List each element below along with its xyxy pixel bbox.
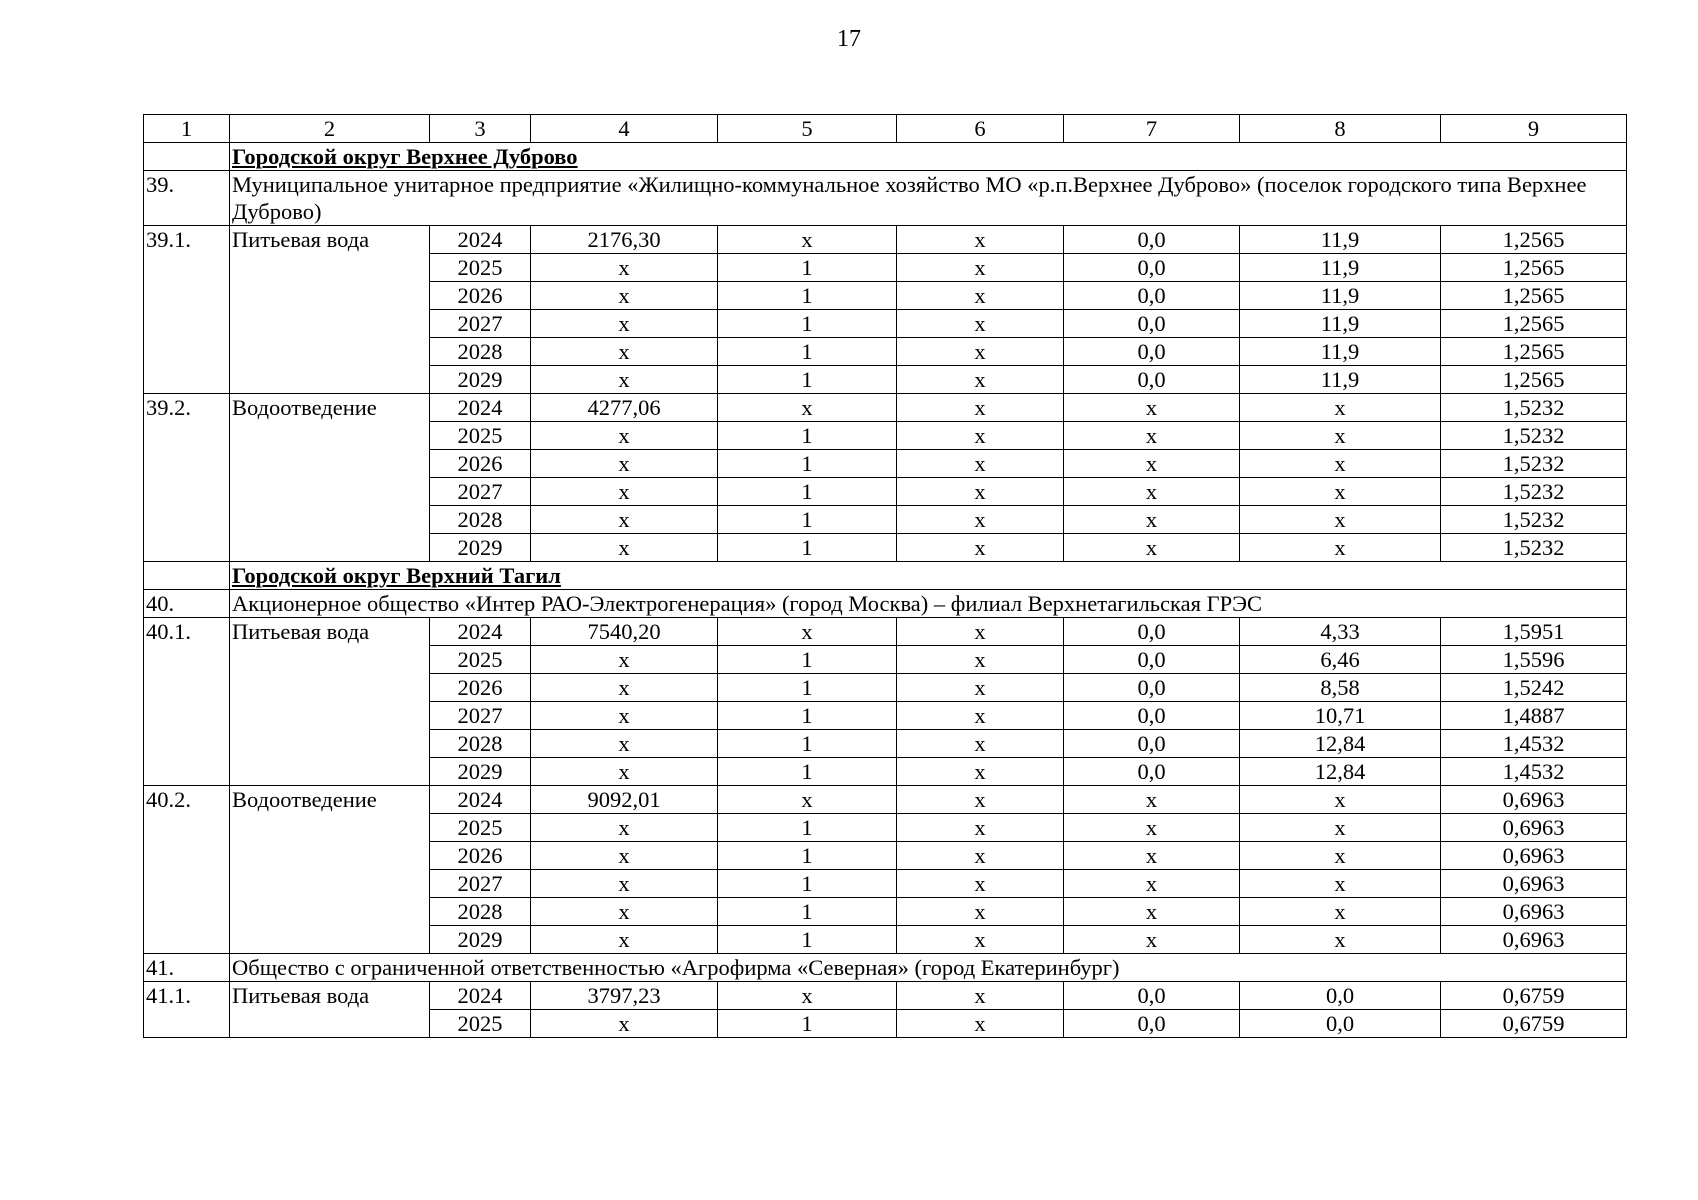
data-cell: 1,2565 <box>1441 226 1627 254</box>
table-row <box>144 618 1627 646</box>
data-cell: 0,0 <box>1064 366 1240 394</box>
data-cell: x <box>1240 422 1441 450</box>
data-cell: x <box>531 1010 718 1038</box>
data-cell: x <box>531 282 718 310</box>
data-cell: x <box>531 254 718 282</box>
organization-number: 40. <box>144 590 230 618</box>
district-number-cell <box>144 562 230 590</box>
data-cell: x <box>718 394 897 422</box>
column-header: 3 <box>430 115 531 143</box>
data-cell: x <box>531 450 718 478</box>
data-cell: x <box>531 702 718 730</box>
data-cell: 11,9 <box>1240 282 1441 310</box>
data-cell: 1,5596 <box>1441 646 1627 674</box>
column-header: 8 <box>1240 115 1441 143</box>
table-row <box>144 982 1627 1010</box>
table-body <box>144 115 1627 1038</box>
data-cell: 2029 <box>430 366 531 394</box>
data-cell: 1 <box>718 506 897 534</box>
organization-name: Муниципальное унитарное предприятие «Жилищно-коммунальное хозяйство МО «р.п.Верхнее Дуброво» (поселок городского типа Верхнее Дуброво) <box>230 171 1627 226</box>
data-cell: 1 <box>718 282 897 310</box>
data-cell: 1,2565 <box>1441 366 1627 394</box>
data-cell: x <box>897 254 1064 282</box>
data-cell: 2028 <box>430 338 531 366</box>
district-row <box>144 143 1627 171</box>
data-cell: 0,6963 <box>1441 898 1627 926</box>
data-cell: 2026 <box>430 674 531 702</box>
data-cell: 1,2565 <box>1441 282 1627 310</box>
data-cell: 3797,23 <box>531 982 718 1010</box>
data-cell: 1,4532 <box>1441 758 1627 786</box>
data-cell: 2028 <box>430 730 531 758</box>
data-cell: x <box>897 702 1064 730</box>
data-cell: x <box>531 534 718 562</box>
data-cell: 0,0 <box>1064 618 1240 646</box>
service-number: 39.1. <box>144 226 230 394</box>
data-cell: 2024 <box>430 226 531 254</box>
data-cell: x <box>1064 534 1240 562</box>
data-cell: 0,0 <box>1064 730 1240 758</box>
data-cell: 10,71 <box>1240 702 1441 730</box>
data-cell: 0,0 <box>1064 338 1240 366</box>
data-cell: 0,6759 <box>1441 982 1627 1010</box>
data-cell: 0,0 <box>1240 982 1441 1010</box>
table-row <box>144 786 1627 814</box>
data-cell: 1 <box>718 898 897 926</box>
data-cell: x <box>1240 450 1441 478</box>
data-cell: x <box>897 338 1064 366</box>
data-cell: 1 <box>718 450 897 478</box>
data-cell: x <box>718 982 897 1010</box>
data-cell: x <box>1240 394 1441 422</box>
district-number-cell <box>144 143 230 171</box>
data-cell: 2026 <box>430 450 531 478</box>
data-cell: x <box>1240 478 1441 506</box>
column-header: 4 <box>531 115 718 143</box>
data-cell: 2024 <box>430 394 531 422</box>
data-cell: 1,2565 <box>1441 310 1627 338</box>
data-cell: x <box>897 674 1064 702</box>
data-cell: 2026 <box>430 842 531 870</box>
data-cell: 11,9 <box>1240 338 1441 366</box>
data-cell: x <box>897 366 1064 394</box>
data-cell: x <box>897 982 1064 1010</box>
data-cell: 1,5232 <box>1441 394 1627 422</box>
data-cell: 0,0 <box>1064 1010 1240 1038</box>
page-number: 17 <box>837 26 861 52</box>
data-cell: x <box>897 842 1064 870</box>
data-cell: 2024 <box>430 618 531 646</box>
data-cell: x <box>531 898 718 926</box>
data-cell: x <box>1064 926 1240 954</box>
data-cell: x <box>897 422 1064 450</box>
data-cell: 0,0 <box>1064 674 1240 702</box>
data-cell: x <box>531 870 718 898</box>
data-cell: 1,4887 <box>1441 702 1627 730</box>
data-cell: 1,4532 <box>1441 730 1627 758</box>
data-cell: 2027 <box>430 702 531 730</box>
data-cell: 1 <box>718 814 897 842</box>
data-cell: x <box>897 394 1064 422</box>
district-row <box>144 562 1627 590</box>
data-cell: 1,5232 <box>1441 478 1627 506</box>
data-cell: 2025 <box>430 646 531 674</box>
data-cell: x <box>1240 898 1441 926</box>
data-cell: x <box>1240 814 1441 842</box>
data-cell: x <box>1064 842 1240 870</box>
data-cell: 1 <box>718 758 897 786</box>
data-cell: x <box>1240 842 1441 870</box>
service-name: Водоотведение <box>230 786 430 954</box>
organization-row <box>144 171 1627 226</box>
data-cell: x <box>897 814 1064 842</box>
data-cell: 4277,06 <box>531 394 718 422</box>
data-cell: 2025 <box>430 422 531 450</box>
data-cell: 9092,01 <box>531 786 718 814</box>
data-cell: x <box>897 870 1064 898</box>
data-cell: 1,5232 <box>1441 422 1627 450</box>
data-cell: x <box>531 674 718 702</box>
data-cell: x <box>1064 394 1240 422</box>
data-cell: 0,6963 <box>1441 926 1627 954</box>
data-cell: x <box>897 226 1064 254</box>
data-cell: x <box>531 926 718 954</box>
column-header: 2 <box>230 115 430 143</box>
data-cell: 1 <box>718 926 897 954</box>
data-cell: 1 <box>718 366 897 394</box>
data-cell: 2029 <box>430 926 531 954</box>
data-cell: 2024 <box>430 982 531 1010</box>
data-cell: 1,5232 <box>1441 506 1627 534</box>
data-cell: 0,6759 <box>1441 1010 1627 1038</box>
data-cell: 0,6963 <box>1441 842 1627 870</box>
tariff-table <box>143 114 1627 1038</box>
district-title: Городской округ Верхнее Дуброво <box>232 144 578 169</box>
data-cell: x <box>897 926 1064 954</box>
data-cell: 1 <box>718 646 897 674</box>
data-cell: 0,0 <box>1064 758 1240 786</box>
organization-name: Общество с ограниченной ответственностью «Агрофирма «Северная» (город Екатеринбург) <box>230 954 1627 982</box>
data-cell: 11,9 <box>1240 310 1441 338</box>
data-cell: 11,9 <box>1240 366 1441 394</box>
service-name: Питьевая вода <box>230 618 430 786</box>
data-cell: 7540,20 <box>531 618 718 646</box>
column-header: 6 <box>897 115 1064 143</box>
data-cell: 1 <box>718 422 897 450</box>
data-cell: x <box>1064 898 1240 926</box>
data-cell: 0,6963 <box>1441 870 1627 898</box>
data-cell: x <box>531 814 718 842</box>
data-cell: x <box>897 534 1064 562</box>
service-number: 39.2. <box>144 394 230 562</box>
service-number: 41.1. <box>144 982 230 1038</box>
data-cell: 1 <box>718 1010 897 1038</box>
data-cell: x <box>897 450 1064 478</box>
data-cell: 0,6963 <box>1441 814 1627 842</box>
data-cell: 2025 <box>430 254 531 282</box>
data-cell: 0,0 <box>1064 282 1240 310</box>
data-cell: x <box>897 1010 1064 1038</box>
table-header-row <box>144 115 1627 143</box>
organization-number: 41. <box>144 954 230 982</box>
service-number: 40.1. <box>144 618 230 786</box>
data-cell: 1 <box>718 534 897 562</box>
data-cell: 2027 <box>430 870 531 898</box>
data-cell: 2024 <box>430 786 531 814</box>
data-cell: 2028 <box>430 898 531 926</box>
data-cell: 0,0 <box>1064 254 1240 282</box>
data-cell: x <box>1240 506 1441 534</box>
data-cell: 1,5232 <box>1441 534 1627 562</box>
data-cell: 0,0 <box>1064 226 1240 254</box>
data-cell: 2027 <box>430 310 531 338</box>
data-cell: 11,9 <box>1240 226 1441 254</box>
data-cell: x <box>897 310 1064 338</box>
data-cell: 1 <box>718 842 897 870</box>
data-cell: x <box>897 730 1064 758</box>
data-cell: x <box>531 758 718 786</box>
data-cell: x <box>1240 786 1441 814</box>
data-cell: x <box>718 786 897 814</box>
data-cell: 1 <box>718 702 897 730</box>
data-cell: 1,2565 <box>1441 254 1627 282</box>
data-cell: 1,5242 <box>1441 674 1627 702</box>
data-cell: x <box>1240 926 1441 954</box>
table-row <box>144 226 1627 254</box>
data-cell: x <box>1064 506 1240 534</box>
data-cell: 6,46 <box>1240 646 1441 674</box>
data-cell: 1 <box>718 730 897 758</box>
data-cell: x <box>718 226 897 254</box>
district-title: Городской округ Верхний Тагил <box>232 563 561 588</box>
data-cell: x <box>531 842 718 870</box>
data-cell: x <box>531 506 718 534</box>
data-cell: 1,5232 <box>1441 450 1627 478</box>
data-cell: 1 <box>718 870 897 898</box>
service-name: Водоотведение <box>230 394 430 562</box>
data-cell: x <box>1064 814 1240 842</box>
data-cell: 11,9 <box>1240 254 1441 282</box>
data-cell: 0,0 <box>1240 1010 1441 1038</box>
data-cell: x <box>1064 870 1240 898</box>
data-cell: x <box>531 422 718 450</box>
data-cell: 0,0 <box>1064 982 1240 1010</box>
organization-number: 39. <box>144 171 230 226</box>
data-cell: x <box>1064 786 1240 814</box>
data-cell: 2025 <box>430 1010 531 1038</box>
data-cell: 1 <box>718 674 897 702</box>
data-cell: 1 <box>718 478 897 506</box>
district-title-cell <box>230 143 1627 171</box>
data-cell: x <box>897 786 1064 814</box>
data-cell: 2026 <box>430 282 531 310</box>
data-cell: x <box>897 506 1064 534</box>
service-name: Питьевая вода <box>230 982 430 1038</box>
data-cell: x <box>1240 534 1441 562</box>
data-cell: 2029 <box>430 758 531 786</box>
column-header: 5 <box>718 115 897 143</box>
data-cell: 2029 <box>430 534 531 562</box>
data-cell: x <box>1064 478 1240 506</box>
data-cell: 1,2565 <box>1441 338 1627 366</box>
district-title-cell <box>230 562 1627 590</box>
organization-row <box>144 954 1627 982</box>
data-cell: x <box>531 366 718 394</box>
data-cell: x <box>897 282 1064 310</box>
data-cell: x <box>531 730 718 758</box>
data-cell: 1 <box>718 310 897 338</box>
data-cell: 0,0 <box>1064 702 1240 730</box>
data-cell: 8,58 <box>1240 674 1441 702</box>
column-header: 7 <box>1064 115 1240 143</box>
data-cell: x <box>1064 450 1240 478</box>
data-cell: 2028 <box>430 506 531 534</box>
data-cell: 2027 <box>430 478 531 506</box>
table-row <box>144 394 1627 422</box>
data-cell: x <box>1240 870 1441 898</box>
data-cell: x <box>897 758 1064 786</box>
organization-name: Акционерное общество «Интер РАО-Электрогенерация» (город Москва) – филиал Верхнетагильская ГРЭС <box>230 590 1627 618</box>
data-cell: x <box>897 646 1064 674</box>
organization-row <box>144 590 1627 618</box>
data-cell: 0,0 <box>1064 646 1240 674</box>
data-cell: 2025 <box>430 814 531 842</box>
data-cell: 1,5951 <box>1441 618 1627 646</box>
data-cell: 12,84 <box>1240 730 1441 758</box>
data-cell: x <box>531 478 718 506</box>
data-cell: x <box>718 618 897 646</box>
data-cell: x <box>897 478 1064 506</box>
data-cell: 12,84 <box>1240 758 1441 786</box>
service-name: Питьевая вода <box>230 226 430 394</box>
data-cell: x <box>897 618 1064 646</box>
data-cell: 4,33 <box>1240 618 1441 646</box>
data-cell: 1 <box>718 338 897 366</box>
data-cell: x <box>531 338 718 366</box>
data-cell: x <box>1064 422 1240 450</box>
data-cell: x <box>531 310 718 338</box>
column-header: 1 <box>144 115 230 143</box>
data-cell: x <box>531 646 718 674</box>
service-number: 40.2. <box>144 786 230 954</box>
data-cell: 1 <box>718 254 897 282</box>
data-cell: 0,0 <box>1064 310 1240 338</box>
column-header: 9 <box>1441 115 1627 143</box>
data-cell: 2176,30 <box>531 226 718 254</box>
data-cell: 0,6963 <box>1441 786 1627 814</box>
data-cell: x <box>897 898 1064 926</box>
